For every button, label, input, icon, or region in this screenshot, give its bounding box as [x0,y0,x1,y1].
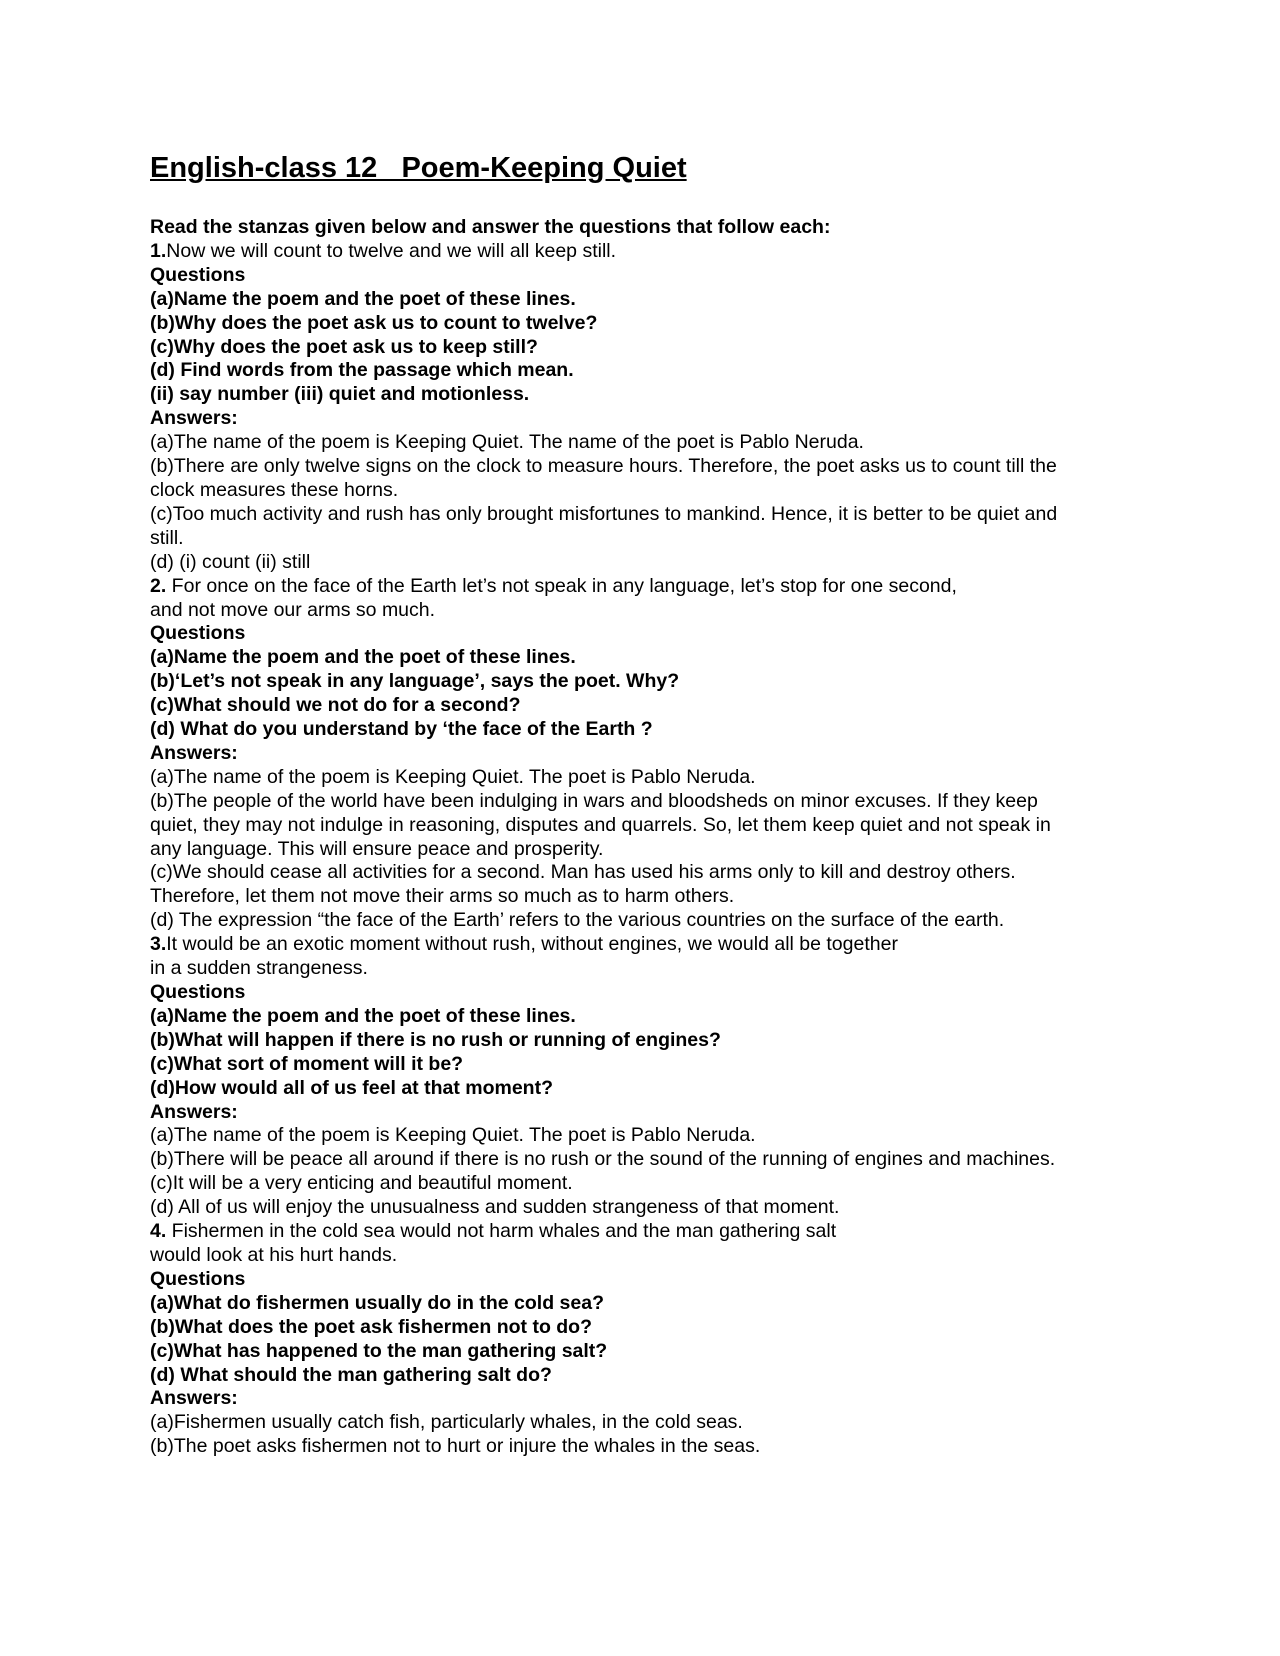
question: (c)What sort of moment will it be? [150,1052,464,1075]
answers-label: Answers: [150,407,238,430]
stanza-line: 3.It would be an exotic moment without rush, without engines, we would all be together [150,933,898,956]
answer-line: (d) (i) count (ii) still [150,550,311,573]
stanza-line: and not move our arms so much. [150,598,436,621]
question: (b)What does the poet ask fishermen not to do? [150,1315,593,1338]
stanza-number: 2. [150,574,167,597]
question: (c)Why does the poet ask us to keep still? [150,335,538,358]
question: (d) Find words from the passage which mean. [150,359,574,382]
question: (c)What has happened to the man gathering salt? [150,1339,608,1362]
stanza-number: 3. [150,933,167,956]
answers-label: Answers: [150,1387,238,1410]
question: (c)What should we not do for a second? [150,694,521,717]
section-1 [150,240,1140,575]
answer-line: (c)We should cease all activities for a second. Man has used his arms only to kill and destroy others. [150,861,1016,884]
answer-line: (a)The name of the poem is Keeping Quiet. The poet is Pablo Neruda. [150,765,756,788]
stanza-line: 4. Fishermen in the cold sea would not harm whales and the man gathering salt [150,1220,837,1243]
questions-label: Questions [150,263,246,286]
stanza-number: 1. [150,239,167,262]
document-body [150,216,1140,1459]
stanza-line: would look at his hurt hands. [150,1243,398,1266]
answer-line: (a)The name of the poem is Keeping Quiet. The poet is Pablo Neruda. [150,1124,756,1147]
answer-line: (b)The people of the world have been indulging in wars and bloodsheds on minor excuses. If they keep [150,789,1038,812]
stanza-number: 4. [150,1220,167,1243]
stanza-line: 1.Now we will count to twelve and we will all keep still. [150,239,617,262]
question: (ii) say number (iii) quiet and motionless. [150,383,530,406]
question: (a)Name the poem and the poet of these lines. [150,287,576,310]
answer-line: any language. This will ensure peace and prosperity. [150,837,604,860]
answer-line: (b)There will be peace all around if there is no rush or the sound of the running of engines and machines. [150,1148,1056,1171]
answer-line: (a)Fishermen usually catch fish, particularly whales, in the cold seas. [150,1411,743,1434]
answers-label: Answers: [150,741,238,764]
stanza-line: in a sudden strangeness. [150,957,368,980]
question: (b)Why does the poet ask us to count to twelve? [150,311,598,334]
stanza-line: 2. For once on the face of the Earth let’s not speak in any language, let’s stop for one second, [150,574,957,597]
answers-label: Answers: [150,1100,238,1123]
question: (d)How would all of us feel at that moment? [150,1076,553,1099]
question: (b)‘Let’s not speak in any language’, says the poet. Why? [150,670,680,693]
question: (b)What will happen if there is no rush or running of engines? [150,1028,721,1051]
section-2 [150,575,1140,934]
answer-line: still. [150,526,184,549]
question: (a)Name the poem and the poet of these lines. [150,1004,576,1027]
answer-line: Therefore, let them not move their arms so much as to harm others. [150,885,735,908]
question: (a)What do fishermen usually do in the cold sea? [150,1291,604,1314]
answer-line: (d) The expression “the face of the Earth’ refers to the various countries on the surface of the earth. [150,909,1005,932]
question: (d) What do you understand by ‘the face of the Earth ? [150,718,653,741]
section-4 [150,1220,1140,1459]
answer-line: quiet, they may not indulge in reasoning, disputes and quarrels. So, let them keep quiet and not speak in [150,813,1051,836]
page-title: English-class 12 Poem-Keeping Quiet [150,152,687,184]
questions-label: Questions [150,622,246,645]
answer-line: clock measures these horns. [150,478,399,501]
section-3 [150,933,1140,1220]
answer-line: (c)Too much activity and rush has only brought misfortunes to mankind. Hence, it is better to be quiet and [150,502,1058,525]
answer-line: (d) All of us will enjoy the unusualness and sudden strangeness of that moment. [150,1196,840,1219]
questions-label: Questions [150,981,246,1003]
answer-line: (c)It will be a very enticing and beautiful moment. [150,1172,573,1195]
answer-line: (b)There are only twelve signs on the clock to measure hours. Therefore, the poet asks us to count till the [150,455,1057,478]
answer-line: (a)The name of the poem is Keeping Quiet. The name of the poet is Pablo Neruda. [150,431,864,454]
instruction: Read the stanzas given below and answer the questions that follow each: [150,216,831,238]
question: (d) What should the man gathering salt do? [150,1363,552,1386]
answer-line: (b)The poet asks fishermen not to hurt or injure the whales in the seas. [150,1435,761,1458]
questions-label: Questions [150,1267,246,1290]
question: (a)Name the poem and the poet of these lines. [150,646,576,669]
